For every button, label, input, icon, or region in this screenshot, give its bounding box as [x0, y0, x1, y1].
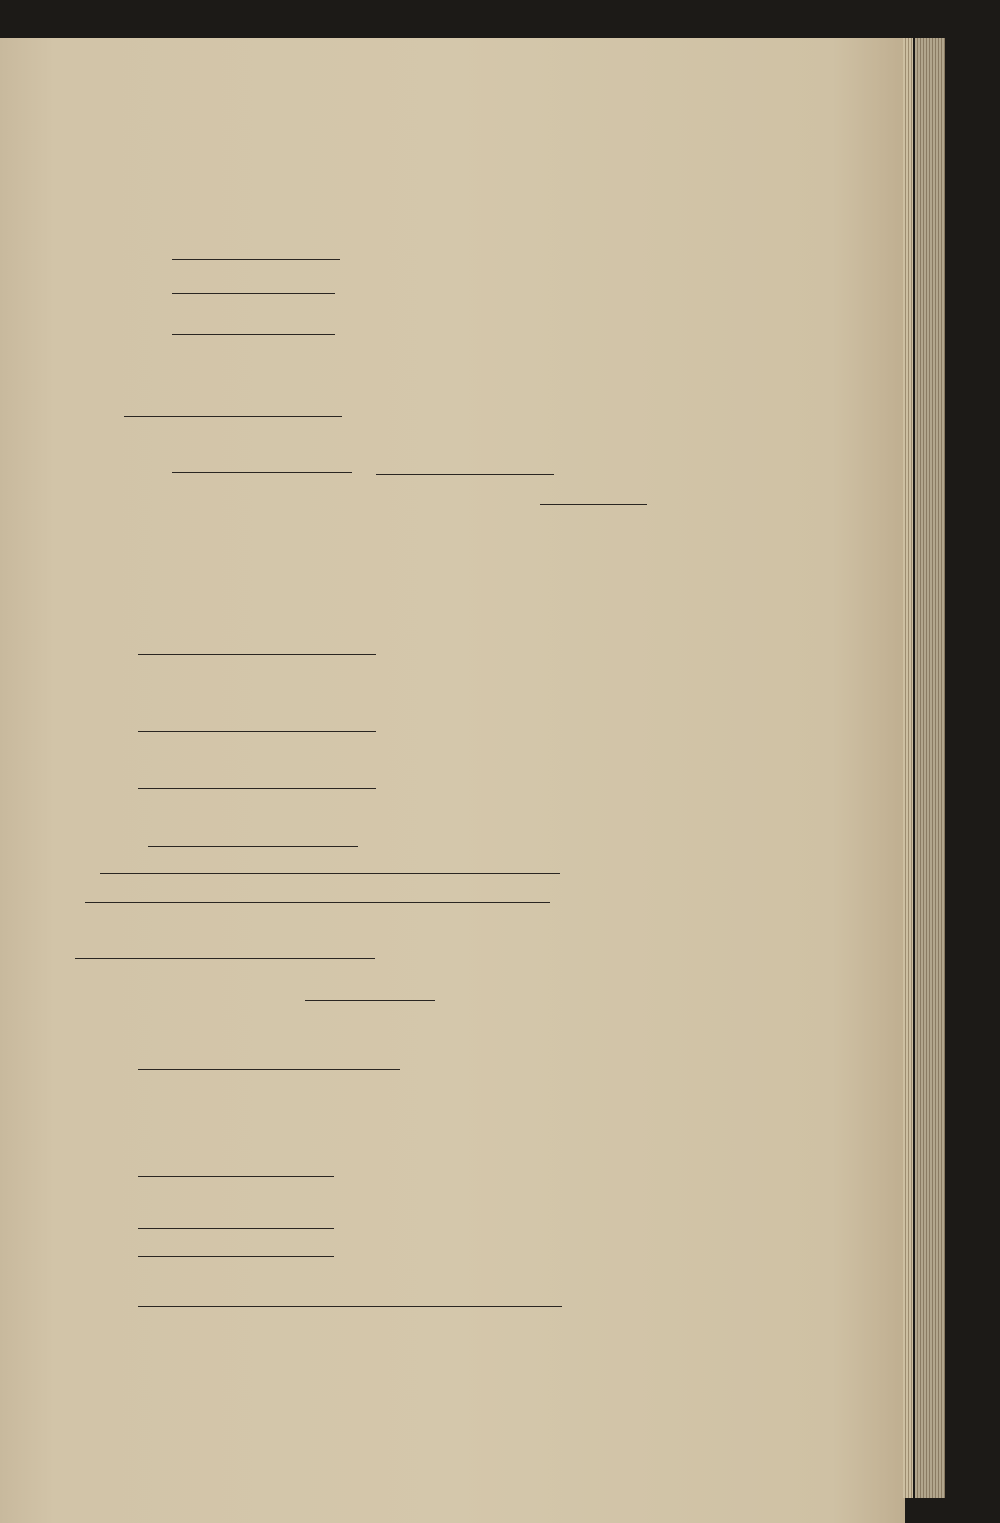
rule-line: [540, 504, 647, 505]
rule-line: [138, 1069, 400, 1070]
book-page: [0, 38, 905, 1523]
rule-line: [138, 1306, 562, 1307]
rule-line: [305, 1000, 435, 1001]
rule-line: [138, 731, 376, 732]
rule-line: [172, 334, 335, 335]
rule-line: [85, 902, 550, 903]
rule-line: [376, 474, 554, 475]
page-edge: [903, 38, 913, 1498]
rule-line: [138, 1228, 334, 1229]
page-edge: [915, 38, 945, 1498]
rule-line: [124, 416, 342, 417]
rule-line: [138, 788, 376, 789]
rule-line: [138, 1256, 334, 1257]
rule-line: [172, 472, 352, 473]
rule-line: [100, 873, 560, 874]
rule-line: [172, 293, 335, 294]
rule-line: [138, 654, 376, 655]
rule-line: [148, 846, 358, 847]
rule-line: [138, 1176, 334, 1177]
rule-line: [172, 259, 340, 260]
rule-line: [75, 958, 375, 959]
